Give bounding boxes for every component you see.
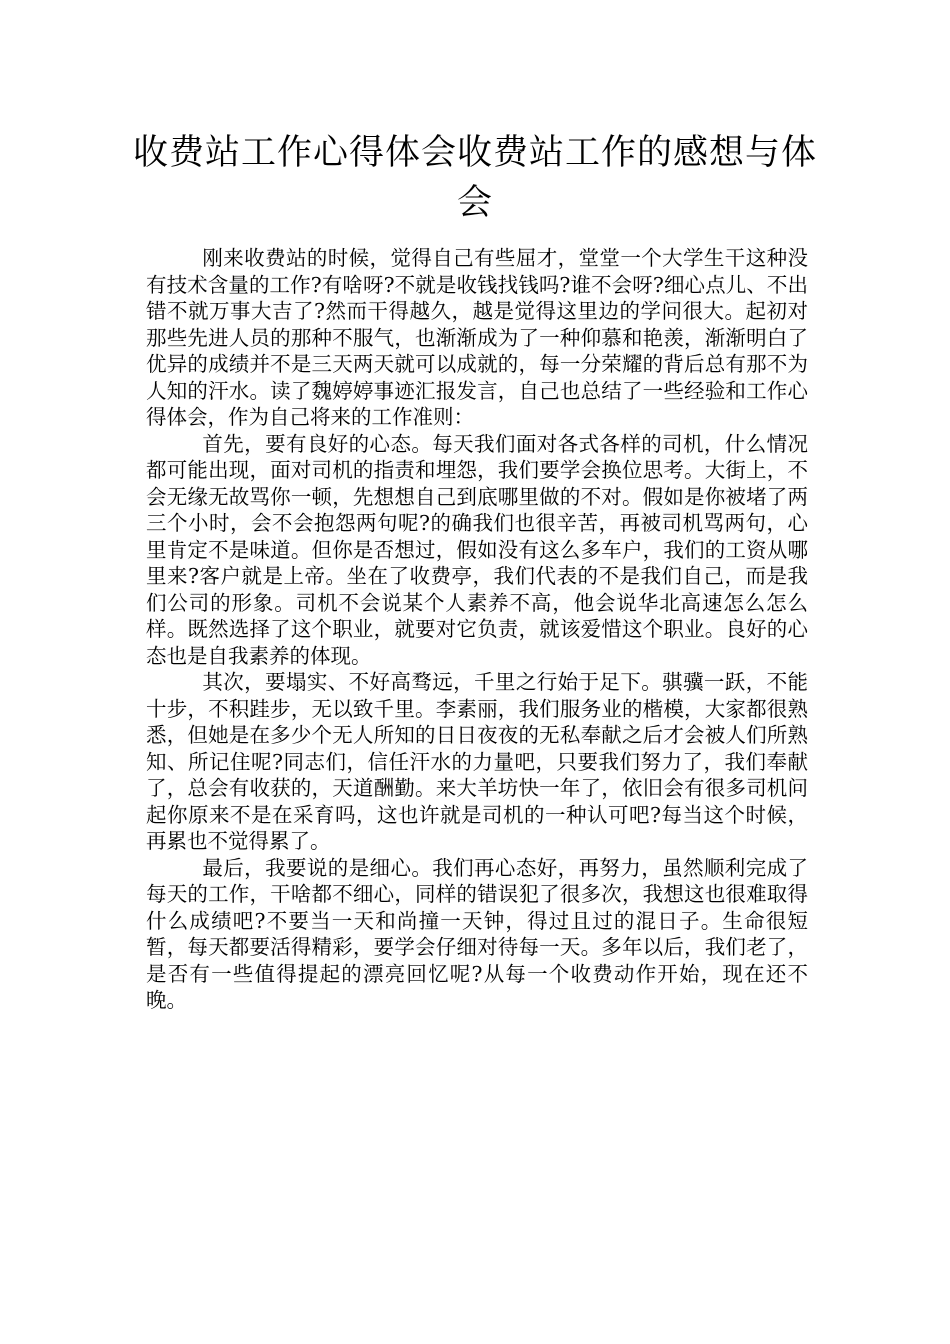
- paragraph-second-point: 其次，要塌实、不好高骛远，千里之行始于足下。骐骥一跃，不能十步，不积跬步，无以致千里。李素丽，我们服务业的楷模，大家都很熟悉，但她是在多少个无人所知的日日夜夜的无私奉献之后才会被人们所熟知、所记住呢?同志们，信任汗水的力量吧，只要我们努力了，我们奉献了，总会有收获的，天道酬勤。来大羊坊快一年了，依旧会有很多司机问起你原来不是在采育吗，这也许就是司机的一种认可吧?每当这个时候，再累也不觉得累了。: [146, 670, 808, 853]
- paragraph-first-point: 首先，要有良好的心态。每天我们面对各式各样的司机，什么情况都可能出现，面对司机的指责和埋怨，我们要学会换位思考。大街上，不会无缘无故骂你一顿，先想想自己到底哪里做的不对。假如是你被堵了两三个小时，会不会抱怨两句呢?的确我们也很辛苦，再被司机骂两句，心里肯定不是味道。但你是否想过，假如没有这么多车户，我们的工资从哪里来?客户就是上帝。坐在了收费亭，我们代表的不是我们自己，而是我们公司的形象。司机不会说某个人素养不高，他会说华北高速怎么怎么样。既然选择了这个职业，就要对它负责，就该爱惜这个职业。良好的心态也是自我素养的体现。: [146, 431, 808, 668]
- document-title: 收费站工作心得体会收费站工作的感想与体会: [132, 133, 817, 223]
- paragraph-intro: 刚来收费站的时候，觉得自己有些屈才，堂堂一个大学生干这种没有技术含量的工作?有啥呀?不就是收钱找钱吗?谁不会呀?细心点儿、不出错不就万事大吉了?然而干得越久，越是觉得这里边的学问很大。起初对那些先进人员的那种不服气，也渐渐成为了一种仰慕和艳羡，渐渐明白了优异的成绩并不是三天两天就可以成就的，每一分荣耀的背后总有那不为人知的汗水。读了魏婷婷事迹汇报发言，自己也总结了一些经验和工作心得体会，作为自己将来的工作准则：: [146, 246, 808, 429]
- document-body: [146, 245, 808, 1014]
- paragraph-final-point: 最后，我要说的是细心。我们再心态好，再努力，虽然顺利完成了每天的工作，干啥都不细心，同样的错误犯了很多次，我想这也很难取得什么成绩吧?不要当一天和尚撞一天钟，得过且过的混日子。生命很短暂，每天都要活得精彩，要学会仔细对待每一天。多年以后，我们老了，是否有一些值得提起的漂亮回忆呢?从每一个收费动作开始，现在还不晚。: [146, 855, 808, 1012]
